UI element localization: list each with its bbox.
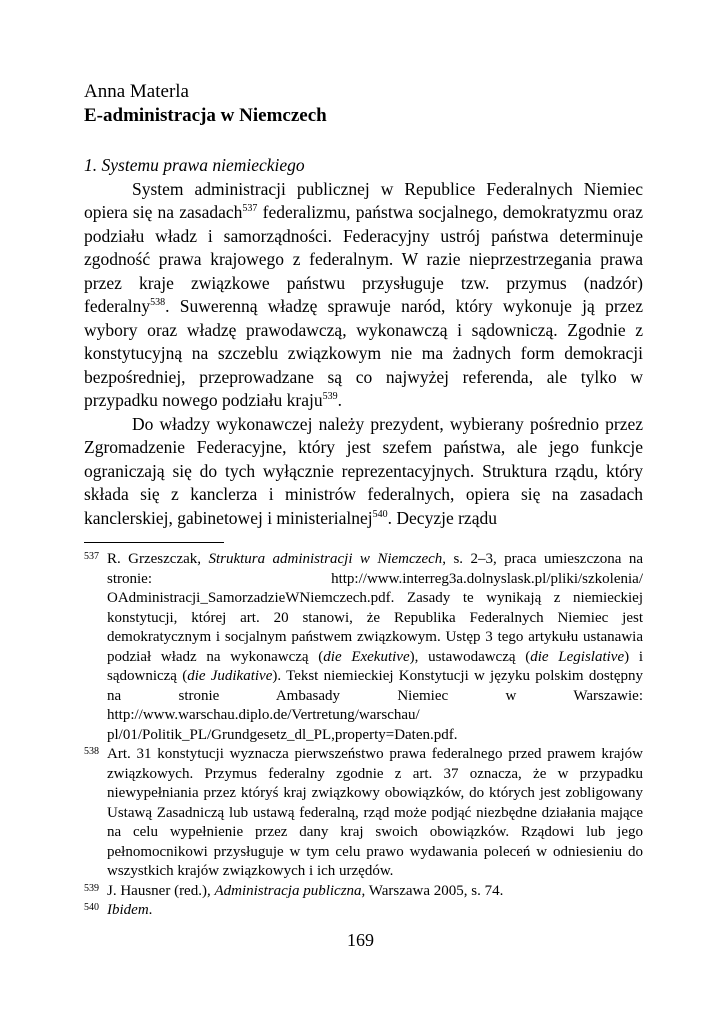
footnote-ref-538[interactable]: 538 bbox=[150, 297, 166, 309]
page-number: 169 bbox=[347, 930, 374, 950]
body-paragraph-1: System administracji publicznej w Republice Federalnych Niemiec opiera się na zasadach$^{537}$ federalizmu, państwa socjalnego, demokratyzmu oraz podziału władz i samorządności. Federacyjny ustrój państwa determinuje zgodność prawa krajowego z federalnym. W razie nieprzestrzegania prawa przez kraje związkowe państwu przysługuje tzw. przymus (nadzór) federalny$^{538}$. Suwerenną władzę sprawuje naród, który wykonuje ją przez wybory oraz władzę prawodawczą, wykonawczą i sądowniczą. Zgodnie z konstytucyjną na szczeblu związkowym nie ma żadnych form demokracji bezpośredniej, przeprowadzane są co najwyżej referenda, ale tylko w przypadku nowego podziału kraju$^{539}$. bbox=[84, 178, 643, 410]
body-paragraph-2: Do władzy wykonawczej należy prezydent, wybierany pośrednio przez Zgromadzenie Federacyjne, który jest szefem państwa, ale jego funkcje ograniczają się do tych wyłącznie reprezentacyjnych. Struktura rządu, który składa się z kanclerza i ministrów federalnych, opiera się na zasadach kanclerskiej, gabinetowej i ministerialnej$^{540}$. Decyzje rządu bbox=[84, 413, 643, 528]
footnote-divider bbox=[84, 542, 224, 543]
section-heading: 1. Systemu prawa niemieckiego bbox=[84, 155, 305, 175]
footnote-number: 538 bbox=[84, 746, 99, 757]
footnote-537: 537 R. Grzeszczak, Struktura administracji w Niemczech, s. 2–3, praca umieszczona na stronie: http://www.interreg3a.dolnyslask.pl/pliki/szkolenia/ OAdministracji_SamorzadzieWNiemczech.pdf. Zasady te wynikają z niemieckiej konstytucji, której art. 20 stanowi, że Republika Federalnych Niemiec jest demokratycznym i socjalnym państwem związkowym. Ustęp 3 tego artykułu ustanawia podział władz na wykonawczą (die Exekutive), ustawodawczą (die Legislative) i sądowniczą (die Judikative). Tekst niemieckiej Konstytucji w języku polskim dostępny na stronie Ambasady Niemiec w Warszawie: http://www.warschau.diplo.de/Vertretung/warschau/ pl/01/Politik_PL/Grundgesetz_dl_PL,property=Daten.pdf. bbox=[84, 551, 644, 743]
footnote-number: 537 bbox=[84, 551, 99, 562]
page-content bbox=[84, 80, 643, 921]
footnote-ref-539[interactable]: 539 bbox=[322, 391, 338, 403]
footnote-538: 538 Art. 31 konstytucji wyznacza pierwszeństwo prawa federalnego przed prawem krajów związkowych. Przymus federalny zgodnie z art. 37 oznacza, że w przypadku niewypełniania przez któryś kraj związkowy obowiązków, do których jest zobligowany Ustawą Zasadniczą lub ustawą federalną, rząd może podjąć niezbędne działania mające na celu wypełnienie przez dany kraj swoich obowiązków. Rządowi lub jego pełnomocnikowi przysługuje w tym celu prawo wydawania poleceń w odniesieniu do wszystkich krajów związkowych i ich urzędów. bbox=[84, 746, 643, 879]
footnote-ref-537[interactable]: 537 bbox=[242, 203, 258, 215]
footnote-ref-540[interactable]: 540 bbox=[372, 508, 388, 520]
footnote-540: 540 Ibidem. bbox=[84, 902, 153, 918]
footnote-539: 539 J. Hausner (red.), Administracja publiczna, Warszawa 2005, s. 74. bbox=[84, 882, 504, 899]
article-title: E-administracja w Niemczech bbox=[84, 105, 327, 126]
footnote-number: 539 bbox=[84, 882, 99, 894]
footnote-number: 540 bbox=[84, 902, 99, 913]
author-name: Anna Materla bbox=[84, 81, 189, 102]
